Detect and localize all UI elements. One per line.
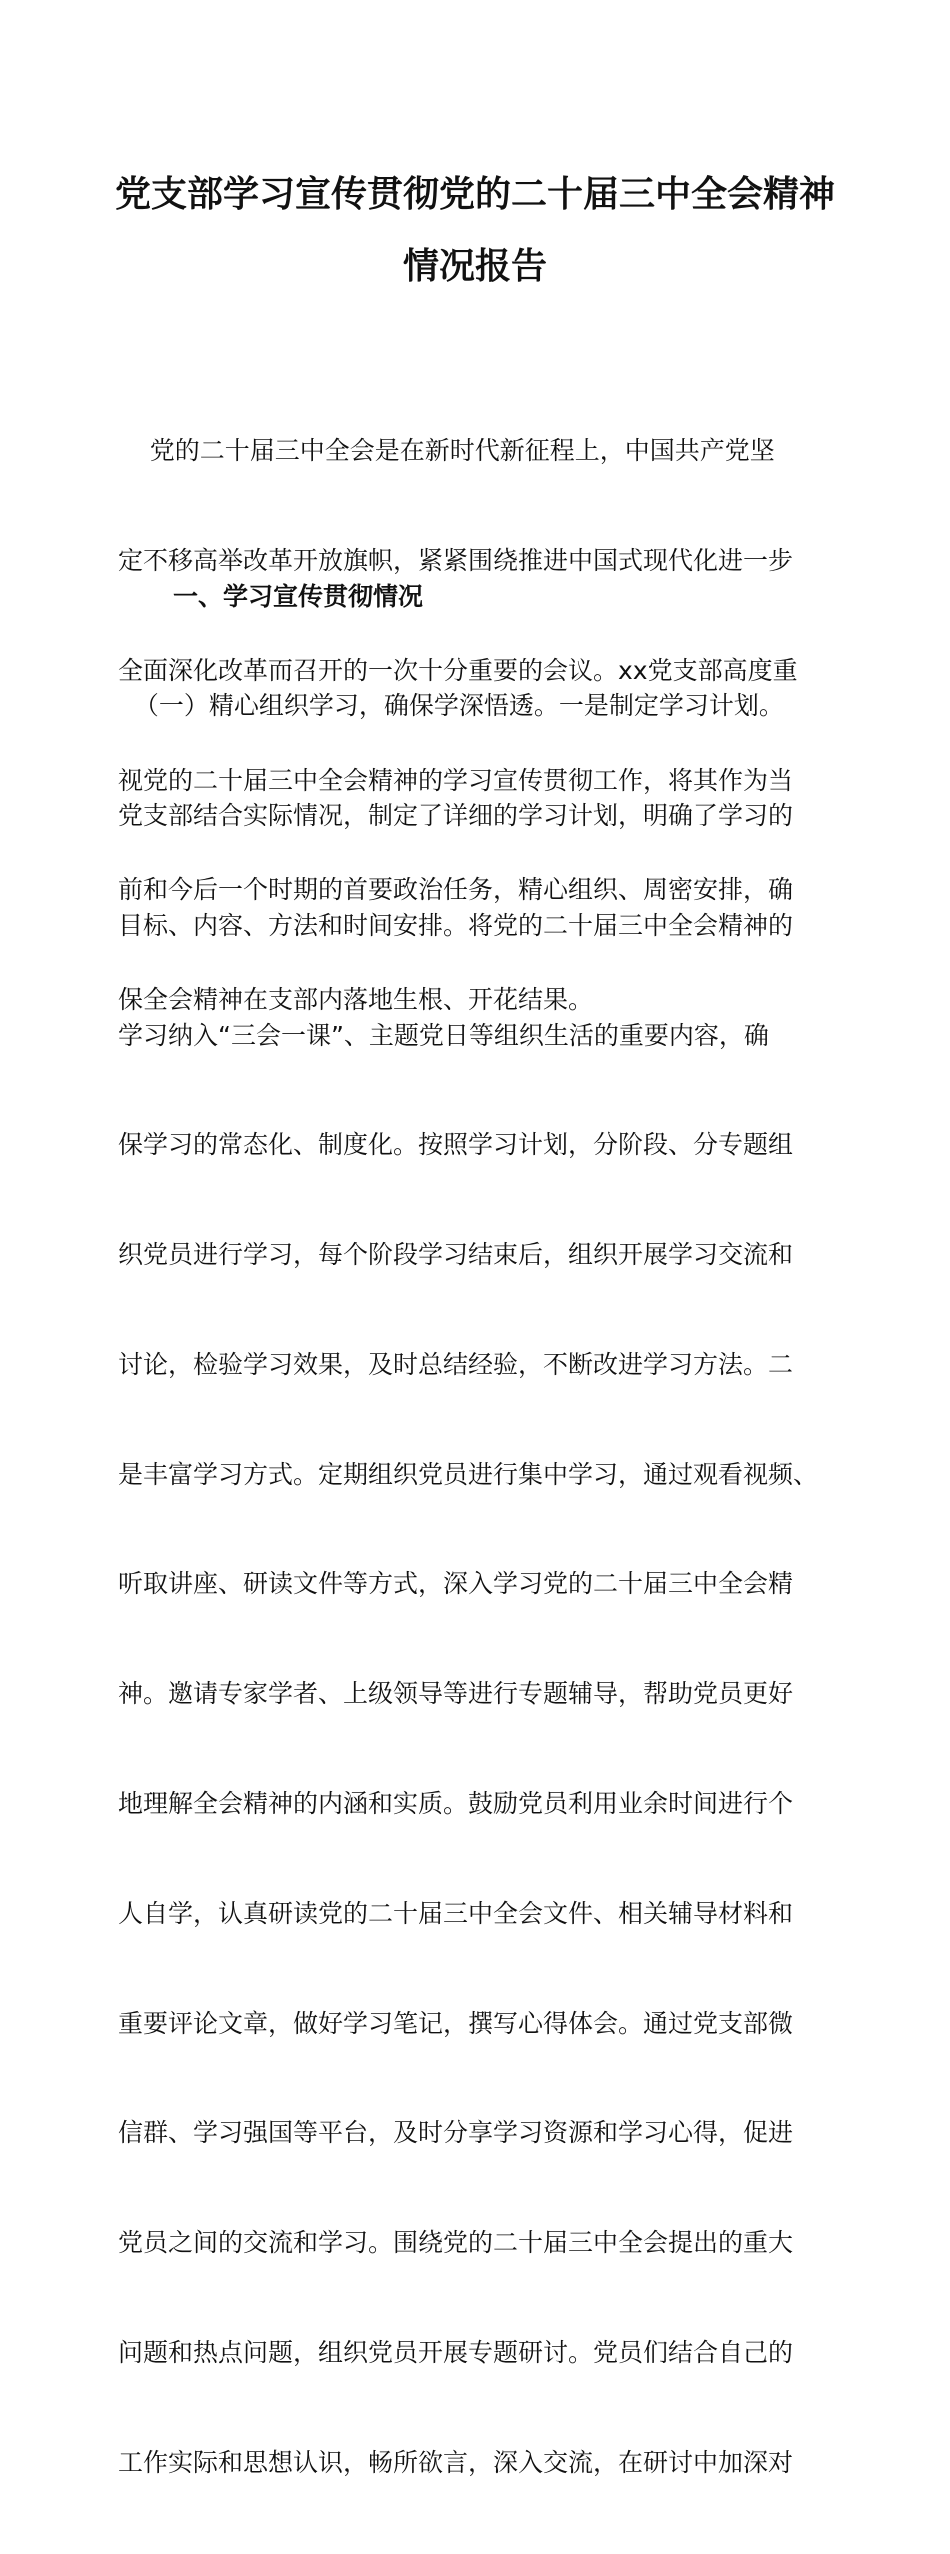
text-line: 信群、学习强国等平台，及时分享学习资源和学习心得，促进	[118, 2118, 794, 2148]
section-paragraph	[118, 615, 858, 2554]
text-line: 地理解全会精神的内涵和实质。鼓励党员利用业余时间进行个	[118, 1789, 794, 1818]
text-line: 是丰富学习方式。定期组织党员进行集中学习，通过观看视频、	[118, 1459, 819, 1489]
text-line: 定不移高举改革开放旗帜，紧紧围绕推进中国式现代化进一步	[118, 545, 794, 575]
text-line: 党员之间的交流和学习。围绕党的二十届三中全会提出的重大	[118, 2228, 794, 2258]
text-line: 人自学，认真研读党的二十届三中全会文件、相关辅导材料和	[118, 1898, 794, 1928]
document-title-line-1: 党支部学习宣传贯彻党的二十届三中全会精神	[114, 173, 835, 215]
text-line: 全面深化改革而召开的一次十分重要的会议。xx党支部高度重	[118, 655, 798, 685]
text-line: 前和今后一个时期的首要政治任务，精心组织、周密安排，确	[118, 875, 794, 905]
text-line: 目标、内容、方法和时间安排。将党的二十届三中全会精神的	[118, 910, 794, 940]
text-line: 党支部结合实际情况，制定了详细的学习计划，明确了学习的	[118, 800, 794, 830]
text-line: 讨论，检验学习效果，及时总结经验，不断改进学习方法。二	[118, 1349, 794, 1379]
text-line: 党的二十届三中全会是在新时代新征程上，中国共产党坚	[118, 436, 775, 466]
text-line: 保学习的常态化、制度化。按照学习计划，分阶段、分专题组	[118, 1130, 794, 1160]
text-line: 问题和热点问题，组织党员开展专题研讨。党员们结合自己的	[118, 2337, 794, 2367]
text-line: 重要评论文章，做好学习笔记，撰写心得体会。通过党支部微	[118, 2008, 794, 2038]
text-line: 视党的二十届三中全会精神的学习宣传贯彻工作，将其作为当	[118, 765, 794, 795]
text-line: 织党员进行学习，每个阶段学习结束后，组织开展学习交流和	[118, 1240, 794, 1270]
text-line: 听取讲座、研读文件等方式，深入学习党的二十届三中全会精	[118, 1569, 794, 1599]
text-line: 保全会精神在支部内落地生根、开花结果。	[118, 985, 594, 1015]
text-line: 工作实际和思想认识，畅所欲言，深入交流，在研讨中加深对	[118, 2447, 794, 2477]
document-title-line-2: 情况报告	[402, 245, 547, 287]
text-line: 学习纳入“三会一课”、主题党日等组织生活的重要内容，确	[118, 1020, 769, 1050]
text-line: （一）精心组织学习，确保学深悟透。一是制定学习计划。	[118, 691, 784, 721]
text-line: 神。邀请专家学者、上级领导等进行专题辅导，帮助党员更好	[118, 1679, 794, 1709]
section-heading: 一、学习宣传贯彻情况	[173, 582, 424, 611]
